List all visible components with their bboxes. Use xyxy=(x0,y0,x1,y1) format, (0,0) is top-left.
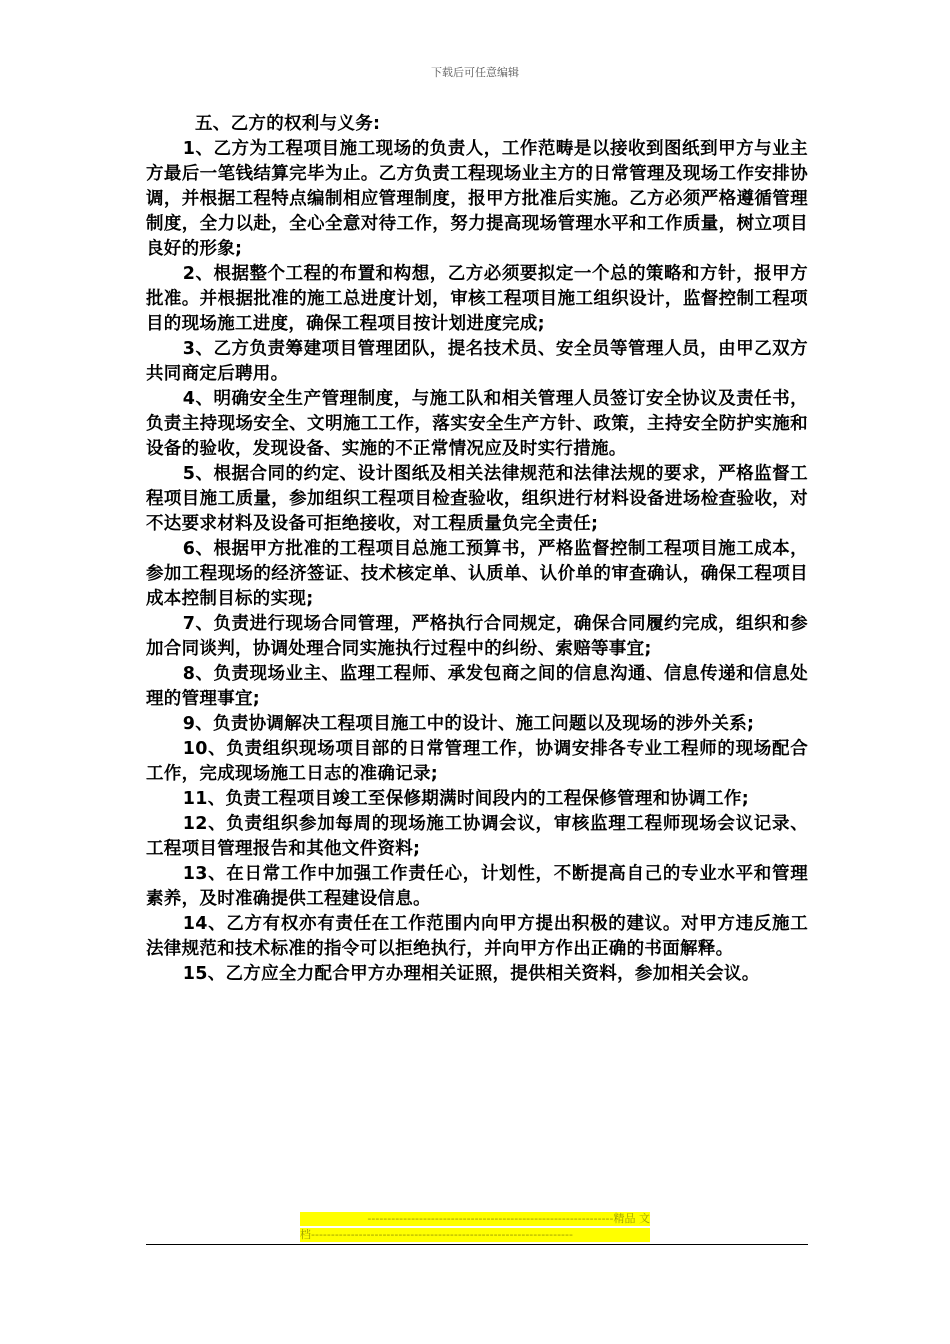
clause-1: 1、乙方为工程项目施工现场的负责人，工作范畴是以接收到图纸到甲方与业主方最后一笔钱结算完毕为止。乙方负责工程现场业主方的日常管理及现场工作安排协调，并根据工程特点编制相应管理制度，报甲方批准后实施。乙方必须严格遵循管理制度，全力以赴，全心全意对待工作，努力提高现场管理水平和工作质量，树立项目良好的形象; xyxy=(146,139,808,259)
clause-15: 15、乙方应全力配合甲方办理相关证照，提供相关资料，参加相关会议。 xyxy=(182,964,760,984)
clause-6: 6、根据甲方批准的工程项目总施工预算书，严格监督控制工程项目施工成本，参加工程现场的经济签证、技术核定单、认质单、认价单的审查确认，确保工程项目成本控制目标的实现; xyxy=(146,539,808,609)
clause-7: 7、负责进行现场合同管理，严格执行合同规定，确保合同履约完成，组织和参加合同谈判，协调处理合同实施执行过程中的纠纷、索赔等事宜; xyxy=(146,614,808,659)
footer-highlight-line-1: --------------------------------------------------------------精品 文 xyxy=(300,1212,650,1226)
clause-10: 10、负责组织现场项目部的日常管理工作，协调安排各专业工程师的现场配合工作，完成现场施工日志的准确记录; xyxy=(146,739,808,784)
footer-highlight-line-2: 档------------------------------------------------------------------ xyxy=(300,1228,650,1242)
clause-5: 5、根据合同的约定、设计图纸及相关法律规范和法律法规的要求，严格监督工程项目施工质量，参加组织工程项目检查验收，组织进行材料设备进场检查验收，对不达要求材料及设备可拒绝接收，对工程质量负完全责任; xyxy=(146,464,808,534)
clause-11: 11、负责工程项目竣工至保修期满时间段内的工程保修管理和协调工作; xyxy=(182,789,749,809)
footer-divider xyxy=(146,1244,808,1245)
clause-8: 8、负责现场业主、监理工程师、承发包商之间的信息沟通、信息传递和信息处理的管理事宜; xyxy=(146,664,808,709)
clause-2: 2、根据整个工程的布置和构想，乙方必须要拟定一个总的策略和方针，报甲方批准。并根据批准的施工总进度计划，审核工程项目施工组织设计，监督控制工程项目的现场施工进度，确保工程项目按计划进度完成; xyxy=(146,264,808,334)
clause-14: 14、乙方有权亦有责任在工作范围内向甲方提出积极的建议。对甲方违反施工法律规范和技术标准的指令可以拒绝执行，并向甲方作出正确的书面解释。 xyxy=(146,914,808,959)
clause-9: 9、负责协调解决工程项目施工中的设计、施工问题以及现场的涉外关系; xyxy=(182,714,755,734)
clause-3: 3、乙方负责筹建项目管理团队，提名技术员、安全员等管理人员，由甲乙双方共同商定后聘用。 xyxy=(146,339,808,384)
header-note: 下载后可任意编辑 xyxy=(431,66,519,79)
section-heading: 五、乙方的权利与义务: xyxy=(195,114,381,134)
clause-12: 12、负责组织参加每周的现场施工协调会议，审核监理工程师现场会议记录、工程项目管理报告和其他文件资料; xyxy=(146,814,808,859)
clause-13: 13、在日常工作中加强工作责任心，计划性，不断提高自己的专业水平和管理素养，及时准确提供工程建设信息。 xyxy=(146,864,808,909)
clause-4: 4、明确安全生产管理制度，与施工队和相关管理人员签订安全协议及责任书，负责主持现场安全、文明施工工作，落实安全生产方针、政策，主持安全防护实施和设备的验收，发现设备、实施的不正常情况应及时实行措施。 xyxy=(146,389,808,459)
document-body xyxy=(146,112,808,987)
